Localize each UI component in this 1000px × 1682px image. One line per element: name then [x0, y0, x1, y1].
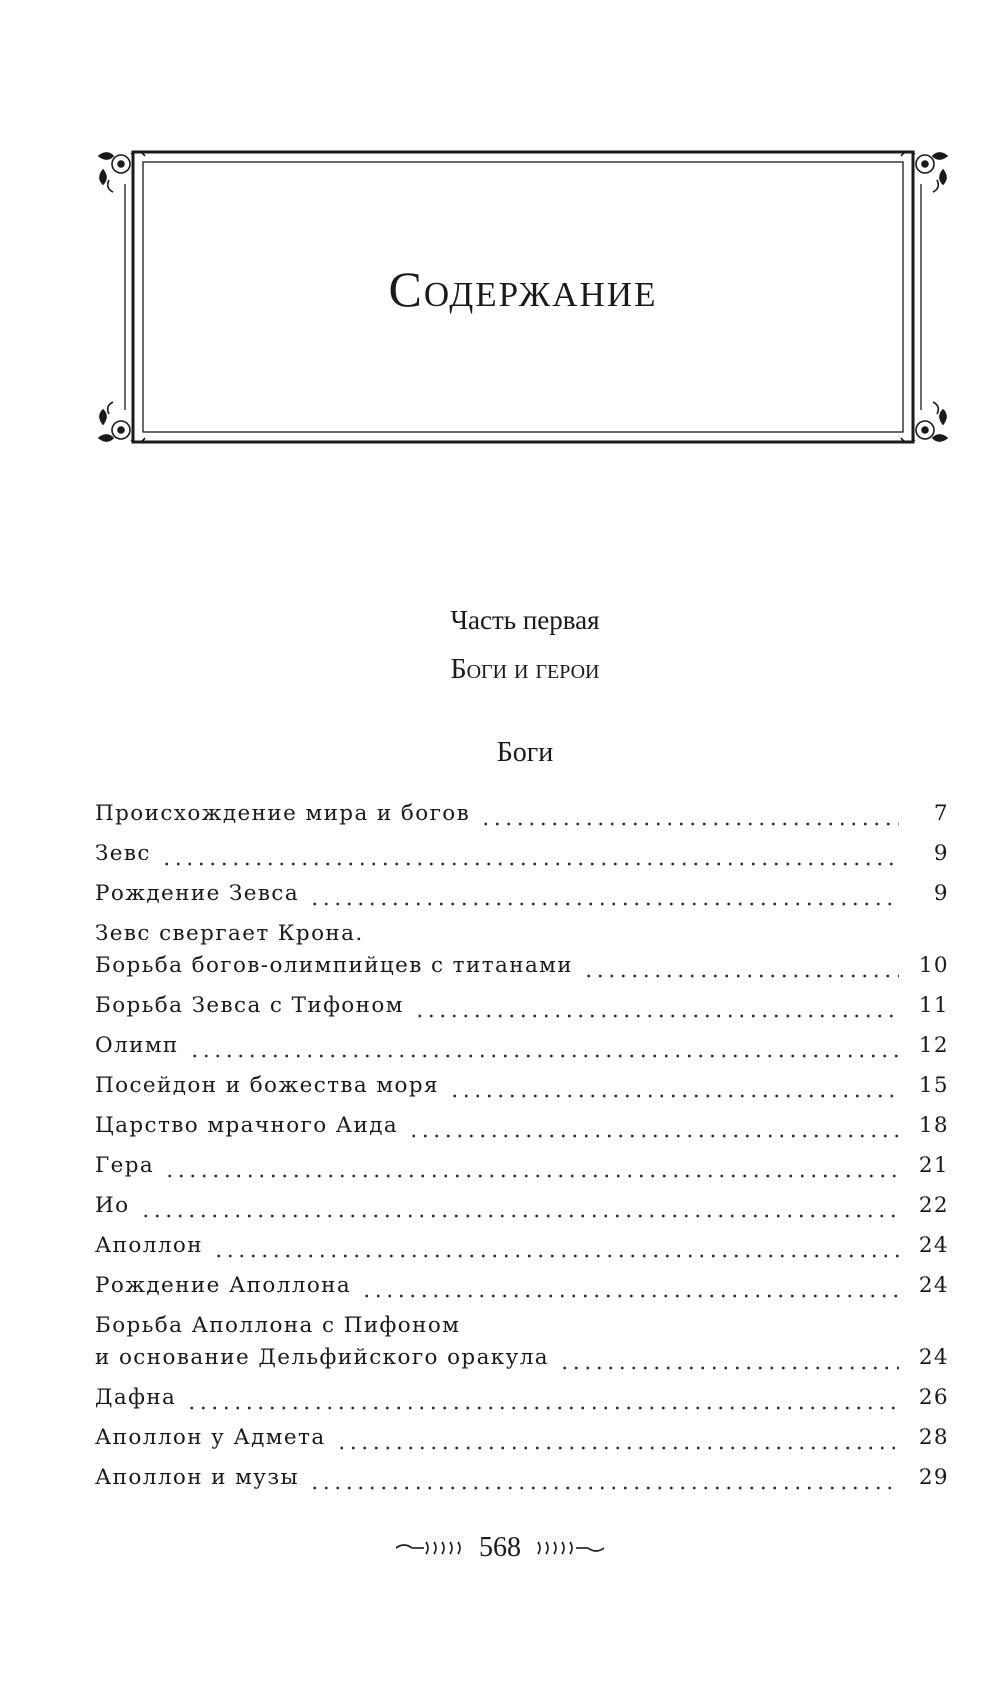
toc-page-number: 21	[918, 1153, 949, 1178]
toc-entry-title	[95, 1150, 154, 1182]
toc-page-number: 7	[933, 801, 949, 826]
heading-frame	[95, 148, 951, 446]
toc-entry-title-line: Аполлон	[95, 1233, 203, 1258]
toc-page-number: 9	[933, 881, 949, 906]
toc-entry	[95, 1374, 949, 1414]
toc-entry-title-line: Борьба Аполлона с Пифоном	[95, 1313, 461, 1338]
toc-entry	[95, 1142, 949, 1182]
toc-entry	[95, 1182, 949, 1222]
toc-entry	[95, 1102, 949, 1142]
dot-leader	[189, 1030, 899, 1062]
toc-page-number: 18	[918, 1113, 949, 1138]
toc-entry-title	[95, 1190, 130, 1222]
toc-entry-title	[95, 798, 470, 830]
toc-entry-title-line: Борьба Зевса с Тифоном	[95, 993, 404, 1018]
toc-entry-title-line: Аполлон у Адмета	[95, 1425, 326, 1450]
dot-leader	[213, 1230, 899, 1262]
toc-entry	[95, 1302, 949, 1374]
toc-entry-title-line: Дафна	[95, 1385, 177, 1410]
right-flourish-ornament	[532, 1536, 606, 1560]
toc-page-number: 9	[933, 841, 949, 866]
toc-page-number: 22	[918, 1193, 949, 1218]
dot-leader	[161, 838, 899, 870]
toc-entry-title-line: Происхождение мира и богов	[95, 801, 471, 826]
dot-leader	[164, 1150, 899, 1182]
toc-entry	[95, 1454, 949, 1494]
dot-leader	[140, 1190, 900, 1222]
toc-entry-title-line: Рождение Аполлона	[95, 1273, 352, 1298]
toc-page-number: 28	[918, 1425, 949, 1450]
dot-leader	[309, 878, 899, 910]
toc-entry-title	[95, 990, 404, 1022]
dot-leader	[361, 1270, 899, 1302]
corner-ornament-top-right	[901, 151, 947, 192]
toc-page-number: 29	[918, 1465, 949, 1490]
toc-entry-title-line: Борьба богов-олимпийцев с титанами	[95, 953, 574, 978]
toc-page-number: 12	[918, 1033, 949, 1058]
dot-leader	[559, 1342, 899, 1374]
toc-page-number: 24	[918, 1233, 949, 1258]
page-number: 568	[479, 1532, 521, 1563]
corner-ornament-top-left	[99, 151, 145, 192]
toc-entry	[95, 1062, 949, 1102]
toc-entry-title-line: Зевс	[95, 841, 151, 866]
toc-entry-title	[95, 838, 151, 870]
toc-entry-title-line: Аполлон и музы	[95, 1465, 299, 1490]
toc-entry-title	[95, 1382, 176, 1414]
left-flourish-ornament	[394, 1536, 468, 1560]
toc-page-number: 15	[918, 1073, 949, 1098]
toc-entry-title-line: Царство мрачного Аида	[95, 1113, 399, 1138]
toc-entry-title	[95, 1230, 203, 1262]
toc-entry-title	[95, 1310, 549, 1374]
toc-entry	[95, 1262, 949, 1302]
toc-entry-title	[95, 918, 573, 982]
toc-page-number: 26	[918, 1385, 949, 1410]
toc-entry-title-line: Посейдон и божества моря	[95, 1073, 439, 1098]
toc-entry	[95, 1414, 949, 1454]
part-label: Часть первая	[450, 605, 600, 635]
corner-ornament-bottom-left	[99, 402, 145, 443]
toc-entry-title	[95, 1422, 326, 1454]
toc-entry-title-line: Ио	[95, 1193, 130, 1218]
dot-leader	[414, 990, 899, 1022]
dot-leader	[336, 1422, 899, 1454]
toc-entry	[95, 1222, 949, 1262]
toc-entry	[95, 910, 949, 982]
dot-leader	[186, 1382, 899, 1414]
toc-entry	[95, 982, 949, 1022]
toc-entry-title	[95, 878, 299, 910]
toc-entry-title-line: Гера	[95, 1153, 155, 1178]
part-title: Боги и герои	[450, 654, 600, 685]
toc-page-number: 24	[918, 1273, 949, 1298]
toc-entry-title	[95, 1070, 439, 1102]
toc-entry	[95, 790, 949, 830]
toc-entry-title-line: Олимп	[95, 1033, 179, 1058]
dot-leader	[583, 950, 899, 982]
dot-leader	[408, 1110, 899, 1142]
toc-entry-title	[95, 1110, 398, 1142]
table-of-contents	[95, 790, 949, 1494]
section-title: Боги	[496, 737, 554, 768]
toc-page-number: 24	[918, 1345, 949, 1370]
toc-entry	[95, 830, 949, 870]
dot-leader	[449, 1070, 899, 1102]
toc-entry	[95, 1022, 949, 1062]
toc-entry	[95, 870, 949, 910]
toc-entry-title-line: Рождение Зевса	[95, 881, 300, 906]
toc-entry-title	[95, 1270, 351, 1302]
page-footer	[0, 1532, 1000, 1572]
toc-entry-title	[95, 1462, 299, 1494]
page-title: Содержание	[388, 261, 658, 317]
dot-leader	[480, 798, 899, 830]
dot-leader	[309, 1462, 899, 1494]
toc-page-number: 10	[918, 953, 949, 978]
toc-page-number: 11	[918, 993, 949, 1018]
toc-entry-title-line: Зевс свергает Крона.	[95, 921, 364, 946]
toc-entry-title	[95, 1030, 179, 1062]
toc-entry-title-line: и основание Дельфийского оракула	[95, 1345, 549, 1370]
corner-ornament-bottom-right	[901, 402, 947, 443]
